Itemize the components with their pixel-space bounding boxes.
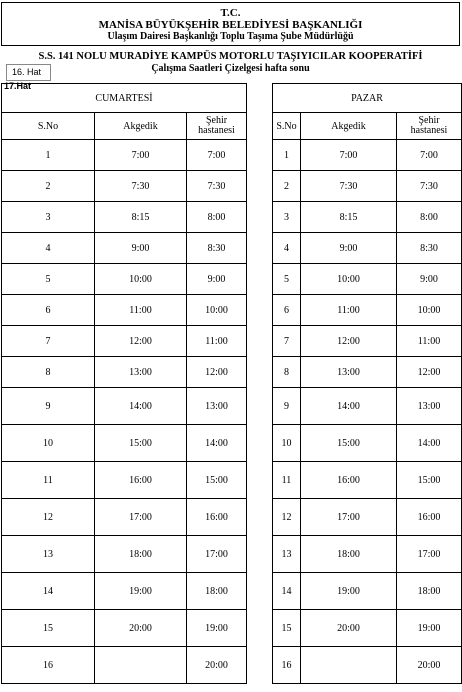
row-number-cell: 13 bbox=[273, 536, 301, 573]
sehir-hastanesi-time-cell: 17:00 bbox=[397, 536, 462, 573]
akgedik-time-cell: 9:00 bbox=[301, 233, 397, 264]
sehir-hastanesi-time-cell: 8:30 bbox=[187, 233, 247, 264]
row-number-cell: 2 bbox=[2, 171, 95, 202]
row-number-cell: 16 bbox=[273, 647, 301, 684]
sehir-hastanesi-time-cell: 19:00 bbox=[397, 610, 462, 647]
table-row bbox=[273, 202, 462, 233]
row-number-cell: 14 bbox=[273, 573, 301, 610]
hat-selector-box[interactable]: 16. Hat bbox=[6, 64, 51, 81]
table-row bbox=[273, 140, 462, 171]
table-row bbox=[2, 295, 247, 326]
sehir-hastanesi-time-cell: 15:00 bbox=[397, 462, 462, 499]
sehir-hastanesi-time-cell: 14:00 bbox=[397, 425, 462, 462]
sehir-hastanesi-time-cell: 10:00 bbox=[187, 295, 247, 326]
table-row bbox=[273, 499, 462, 536]
table-row bbox=[273, 264, 462, 295]
column-header-sehir-line1: Şehir bbox=[418, 115, 440, 126]
header-line-municipality: MANİSA BÜYÜKŞEHİR BELEDİYESİ BAŞKANLIĞI bbox=[98, 19, 363, 31]
sehir-hastanesi-time-cell: 11:00 bbox=[397, 326, 462, 357]
table-row bbox=[2, 388, 247, 425]
akgedik-time-cell: 17:00 bbox=[95, 499, 187, 536]
table-row bbox=[2, 326, 247, 357]
row-number-cell: 15 bbox=[2, 610, 95, 647]
sehir-hastanesi-time-cell: 17:00 bbox=[187, 536, 247, 573]
akgedik-time-cell: 17:00 bbox=[301, 499, 397, 536]
column-header-sehir-line2: hastanesi bbox=[198, 125, 235, 136]
akgedik-time-cell: 19:00 bbox=[301, 573, 397, 610]
sehir-hastanesi-time-cell: 7:00 bbox=[397, 140, 462, 171]
table-row bbox=[2, 264, 247, 295]
row-number-cell: 15 bbox=[273, 610, 301, 647]
table-row bbox=[273, 295, 462, 326]
akgedik-time-cell: 7:00 bbox=[301, 140, 397, 171]
akgedik-time-cell: 9:00 bbox=[95, 233, 187, 264]
schedule-subtitle: Çalışma Saatleri Çizelgesi hafta sonu bbox=[151, 63, 310, 74]
day-header-pazar: PAZAR bbox=[273, 84, 462, 113]
row-number-cell: 5 bbox=[2, 264, 95, 295]
akgedik-time-cell: 7:30 bbox=[95, 171, 187, 202]
row-number-cell: 6 bbox=[273, 295, 301, 326]
hat-label: 17.Hat bbox=[4, 81, 32, 91]
table-row bbox=[2, 357, 247, 388]
sehir-hastanesi-time-cell: 18:00 bbox=[397, 573, 462, 610]
akgedik-time-cell: 20:00 bbox=[95, 610, 187, 647]
akgedik-time-cell: 7:00 bbox=[95, 140, 187, 171]
column-header-sehir-line1: Şehir bbox=[205, 115, 228, 126]
sehir-hastanesi-time-cell: 8:00 bbox=[397, 202, 462, 233]
row-number-cell: 16 bbox=[2, 647, 95, 684]
table-row bbox=[273, 388, 462, 425]
akgedik-time-cell: 18:00 bbox=[95, 536, 187, 573]
sehir-hastanesi-time-cell: 9:00 bbox=[397, 264, 462, 295]
akgedik-time-cell: 20:00 bbox=[301, 610, 397, 647]
table-row bbox=[273, 573, 462, 610]
document-subheader bbox=[1, 49, 460, 83]
akgedik-time-cell: 16:00 bbox=[95, 462, 187, 499]
table-row bbox=[2, 647, 247, 684]
table-row bbox=[273, 536, 462, 573]
cumartesi-rows bbox=[2, 140, 247, 684]
akgedik-time-cell: 16:00 bbox=[301, 462, 397, 499]
akgedik-time-cell: 13:00 bbox=[95, 357, 187, 388]
sehir-hastanesi-time-cell: 15:00 bbox=[187, 462, 247, 499]
akgedik-time-cell: 14:00 bbox=[95, 388, 187, 425]
sehir-hastanesi-time-cell: 10:00 bbox=[397, 295, 462, 326]
akgedik-time-cell: 7:30 bbox=[301, 171, 397, 202]
row-number-cell: 14 bbox=[2, 573, 95, 610]
sehir-hastanesi-time-cell: 12:00 bbox=[397, 357, 462, 388]
table-row bbox=[2, 499, 247, 536]
akgedik-time-cell: 18:00 bbox=[301, 536, 397, 573]
akgedik-time-cell bbox=[95, 647, 187, 684]
row-number-cell: 7 bbox=[2, 326, 95, 357]
table-row bbox=[2, 610, 247, 647]
sehir-hastanesi-time-cell: 7:30 bbox=[187, 171, 247, 202]
akgedik-time-cell: 8:15 bbox=[95, 202, 187, 233]
column-header-sehir-hastanesi bbox=[187, 113, 247, 140]
table-row bbox=[2, 536, 247, 573]
table-row bbox=[273, 233, 462, 264]
sehir-hastanesi-time-cell: 20:00 bbox=[397, 647, 462, 684]
row-number-cell: 6 bbox=[2, 295, 95, 326]
akgedik-time-cell: 11:00 bbox=[95, 295, 187, 326]
row-number-cell: 1 bbox=[273, 140, 301, 171]
row-number-cell: 8 bbox=[273, 357, 301, 388]
table-row bbox=[2, 140, 247, 171]
row-number-cell: 7 bbox=[273, 326, 301, 357]
row-number-cell: 2 bbox=[273, 171, 301, 202]
akgedik-time-cell: 12:00 bbox=[95, 326, 187, 357]
row-number-cell: 3 bbox=[273, 202, 301, 233]
header-line-tc: T.C. bbox=[220, 7, 241, 19]
sehir-hastanesi-time-cell: 8:30 bbox=[397, 233, 462, 264]
row-number-cell: 8 bbox=[2, 357, 95, 388]
sehir-hastanesi-time-cell: 16:00 bbox=[187, 499, 247, 536]
table-row bbox=[273, 610, 462, 647]
akgedik-time-cell: 15:00 bbox=[301, 425, 397, 462]
table-row bbox=[273, 425, 462, 462]
sehir-hastanesi-time-cell: 12:00 bbox=[187, 357, 247, 388]
row-number-cell: 1 bbox=[2, 140, 95, 171]
row-number-cell: 4 bbox=[273, 233, 301, 264]
sehir-hastanesi-time-cell: 19:00 bbox=[187, 610, 247, 647]
sehir-hastanesi-time-cell: 7:30 bbox=[397, 171, 462, 202]
document-header bbox=[1, 2, 460, 46]
sehir-hastanesi-time-cell: 11:00 bbox=[187, 326, 247, 357]
table-row bbox=[273, 647, 462, 684]
akgedik-time-cell: 8:15 bbox=[301, 202, 397, 233]
sehir-hastanesi-time-cell: 8:00 bbox=[187, 202, 247, 233]
table-row bbox=[2, 202, 247, 233]
akgedik-time-cell: 19:00 bbox=[95, 573, 187, 610]
row-number-cell: 3 bbox=[2, 202, 95, 233]
akgedik-time-cell: 10:00 bbox=[301, 264, 397, 295]
sehir-hastanesi-time-cell: 18:00 bbox=[187, 573, 247, 610]
akgedik-time-cell: 15:00 bbox=[95, 425, 187, 462]
row-number-cell: 11 bbox=[273, 462, 301, 499]
column-header-sno: S.No bbox=[273, 113, 301, 140]
sehir-hastanesi-time-cell: 9:00 bbox=[187, 264, 247, 295]
table-row bbox=[2, 171, 247, 202]
row-number-cell: 11 bbox=[2, 462, 95, 499]
row-number-cell: 13 bbox=[2, 536, 95, 573]
table-row bbox=[2, 233, 247, 264]
table-row bbox=[273, 462, 462, 499]
row-number-cell: 12 bbox=[273, 499, 301, 536]
akgedik-time-cell: 11:00 bbox=[301, 295, 397, 326]
cooperative-title: S.S. 141 NOLU MURADİYE KAMPÜS MOTORLU TAŞIYICILAR KOOPERATİFİ bbox=[38, 51, 423, 62]
column-header-akgedik: Akgedik bbox=[301, 113, 397, 140]
table-row bbox=[2, 462, 247, 499]
table-row bbox=[2, 573, 247, 610]
schedule-table-cumartesi bbox=[1, 83, 247, 684]
sehir-hastanesi-time-cell: 16:00 bbox=[397, 499, 462, 536]
akgedik-time-cell: 12:00 bbox=[301, 326, 397, 357]
sehir-hastanesi-time-cell: 20:00 bbox=[187, 647, 247, 684]
sehir-hastanesi-time-cell: 13:00 bbox=[397, 388, 462, 425]
row-number-cell: 12 bbox=[2, 499, 95, 536]
pazar-rows bbox=[273, 140, 462, 684]
sehir-hastanesi-time-cell: 7:00 bbox=[187, 140, 247, 171]
sehir-hastanesi-time-cell: 14:00 bbox=[187, 425, 247, 462]
row-number-cell: 10 bbox=[273, 425, 301, 462]
row-number-cell: 4 bbox=[2, 233, 95, 264]
akgedik-time-cell: 14:00 bbox=[301, 388, 397, 425]
akgedik-time-cell: 13:00 bbox=[301, 357, 397, 388]
table-row bbox=[273, 357, 462, 388]
header-line-department: Ulaşım Dairesi Başkanlığı Toplu Taşıma Şube Müdürlüğü bbox=[107, 31, 354, 42]
table-row bbox=[273, 326, 462, 357]
sehir-hastanesi-time-cell: 13:00 bbox=[187, 388, 247, 425]
table-row bbox=[2, 425, 247, 462]
column-header-akgedik: Akgedik bbox=[95, 113, 187, 140]
row-number-cell: 10 bbox=[2, 425, 95, 462]
column-header-sehir-line2: hastanesi bbox=[410, 125, 448, 136]
akgedik-time-cell bbox=[301, 647, 397, 684]
day-header-cumartesi: CUMARTESİ bbox=[2, 84, 247, 113]
table-row bbox=[273, 171, 462, 202]
row-number-cell: 5 bbox=[273, 264, 301, 295]
column-header-sno: S.No bbox=[2, 113, 95, 140]
row-number-cell: 9 bbox=[2, 388, 95, 425]
akgedik-time-cell: 10:00 bbox=[95, 264, 187, 295]
schedule-table-pazar bbox=[272, 83, 462, 684]
row-number-cell: 9 bbox=[273, 388, 301, 425]
column-header-sehir-hastanesi bbox=[397, 113, 462, 140]
